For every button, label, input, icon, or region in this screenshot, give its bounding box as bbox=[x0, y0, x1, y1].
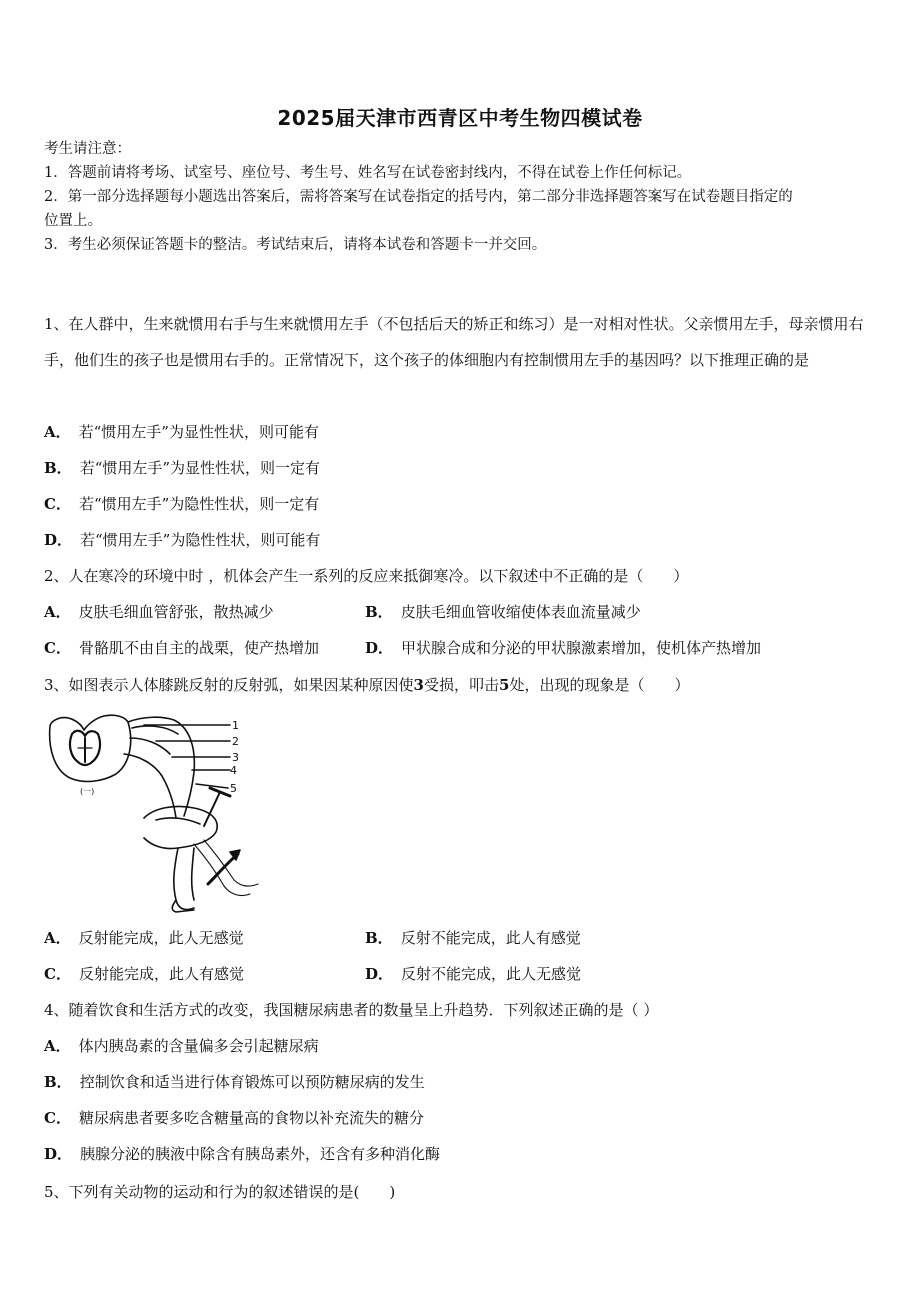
q4-option-d[interactable] bbox=[44, 1144, 440, 1164]
option-label: B． bbox=[44, 1073, 72, 1091]
option-text: 胰腺分泌的胰液中除含有胰岛素外，还含有多种消化酶 bbox=[80, 1145, 441, 1163]
figure-label-3: 3 bbox=[232, 751, 239, 764]
reflex-hammer bbox=[204, 792, 220, 826]
option-label: A． bbox=[44, 1037, 71, 1055]
option-text: 皮肤毛细血管舒张，散热减少 bbox=[78, 603, 274, 621]
knee-reflex-arc-figure bbox=[44, 708, 272, 914]
option-text: 反射能完成，此人无感觉 bbox=[78, 929, 244, 947]
option-text: 若“惯用左手”为显性性状，则可能有 bbox=[78, 423, 319, 441]
option-label: C． bbox=[44, 965, 71, 983]
option-label: C． bbox=[44, 1109, 71, 1127]
option-text: 反射能完成，此人有感觉 bbox=[78, 965, 244, 983]
q1-option-b[interactable] bbox=[44, 458, 320, 478]
option-text: 反射不能完成，此人有感觉 bbox=[400, 929, 581, 947]
motor-nerve bbox=[124, 754, 176, 818]
figure-label-1: 1 bbox=[232, 719, 239, 732]
option-label: D． bbox=[365, 639, 394, 657]
stem-text: 受损，叩击 bbox=[423, 676, 499, 694]
q4-option-c[interactable] bbox=[44, 1108, 424, 1128]
option-label: B． bbox=[365, 603, 393, 621]
sensory-nerve bbox=[128, 717, 194, 816]
q3-option-c[interactable] bbox=[44, 964, 244, 984]
question-5-stem: 5、下列有关动物的运动和行为的叙述错误的是( ) bbox=[44, 1183, 396, 1201]
option-text: 若“惯用左手”为隐性性状，则可能有 bbox=[80, 531, 321, 549]
option-text: 反射不能完成，此人无感觉 bbox=[401, 965, 582, 983]
option-label: A． bbox=[44, 423, 71, 441]
q2-option-c[interactable] bbox=[44, 638, 319, 658]
notice-heading: 考生请注意： bbox=[44, 141, 131, 157]
figure-caption: (一) bbox=[80, 787, 95, 796]
option-label: A． bbox=[44, 603, 71, 621]
stem-number: 3 bbox=[413, 676, 424, 694]
figure-label-2: 2 bbox=[232, 735, 239, 748]
notice-item-1: 1．答题前请将考场、试室号、座位号、考生号、姓名写在试卷密封线内，不得在试卷上作任何标记。 bbox=[44, 165, 692, 181]
q1-option-c[interactable] bbox=[44, 494, 319, 514]
option-text: 皮肤毛细血管收缩使体表血流量减少 bbox=[400, 603, 641, 621]
q3-option-a[interactable] bbox=[44, 928, 244, 948]
option-text: 若“惯用左手”为隐性性状，则一定有 bbox=[78, 495, 320, 513]
option-text: 体内胰岛素的含量偏多会引起糖尿病 bbox=[78, 1037, 319, 1055]
option-label: B． bbox=[365, 929, 393, 947]
notice-item-3: 3．考生必须保证答题卡的整洁。考试结束后，请将本试卷和答题卡一并交回。 bbox=[44, 237, 547, 253]
option-text: 若“惯用左手”为显性性状，则一定有 bbox=[79, 459, 321, 477]
lower-leg bbox=[174, 848, 194, 910]
q1-option-d[interactable] bbox=[44, 530, 320, 550]
option-label: C． bbox=[44, 639, 71, 657]
question-2-stem: 2、人在寒冷的环境中时 ，机体会产生一系列的反应来抵御寒冷。以下叙述中不正确的是（ ） bbox=[44, 567, 689, 585]
option-label: D． bbox=[44, 1145, 73, 1163]
option-text: 糖尿病患者要多吃含糖量高的食物以补充流失的糖分 bbox=[78, 1109, 424, 1127]
q3-option-b[interactable] bbox=[365, 928, 581, 948]
q4-option-b[interactable] bbox=[44, 1072, 425, 1092]
option-label: A． bbox=[44, 929, 71, 947]
option-label: C． bbox=[44, 495, 71, 513]
q2-option-a[interactable] bbox=[44, 602, 274, 622]
option-text: 甲状腺合成和分泌的甲状腺激素增加，使机体产热增加 bbox=[401, 639, 762, 657]
question-1-stem: 1、在人群中，生来就惯用右手与生来就惯用左手（不包括后天的矫正和练习）是一对相对性状。父亲惯用左手，母亲惯用右手，他们生的孩子也是惯用右手的。正常情况下，这个孩子的体细胞内有控制惯用左手的基因吗？以下推理正确的是 bbox=[44, 315, 864, 369]
question-4-stem: 4、随着饮食和生活方式的改变，我国糖尿病患者的数量呈上升趋势．下列叙述正确的是（ ） bbox=[44, 1001, 659, 1019]
option-text: 控制饮食和适当进行体育锻炼可以预防糖尿病的发生 bbox=[79, 1073, 425, 1091]
q1-option-a[interactable] bbox=[44, 422, 319, 442]
q2-option-b[interactable] bbox=[365, 602, 641, 622]
q4-option-a[interactable] bbox=[44, 1036, 319, 1056]
figure-label-4: 4 bbox=[230, 764, 237, 777]
option-text: 骨骼肌不由自主的战栗，使产热增加 bbox=[78, 639, 319, 657]
question-3-stem bbox=[44, 675, 689, 695]
option-label: D． bbox=[44, 531, 73, 549]
stem-text: 3、如图表示人体膝跳反射的反射弧，如果因某种原因使 bbox=[44, 676, 414, 694]
q3-option-d[interactable] bbox=[365, 964, 581, 984]
option-label: B． bbox=[44, 459, 72, 477]
stem-text: 处，出现的现象是（ ） bbox=[509, 676, 690, 694]
figure-label-5: 5 bbox=[230, 782, 237, 795]
notice-item-2-cont: 位置上。 bbox=[44, 213, 102, 229]
stem-number: 5 bbox=[499, 676, 510, 694]
q2-option-d[interactable] bbox=[365, 638, 761, 658]
page-title: 2025届天津市西青区中考生物四模试卷 bbox=[277, 106, 643, 130]
notice-item-2: 2．第一部分选择题每小题选出答案后，需将答案写在试卷指定的括号内，第二部分非选择题答案写在试卷题目指定的 bbox=[44, 189, 793, 205]
option-label: D． bbox=[365, 965, 394, 983]
